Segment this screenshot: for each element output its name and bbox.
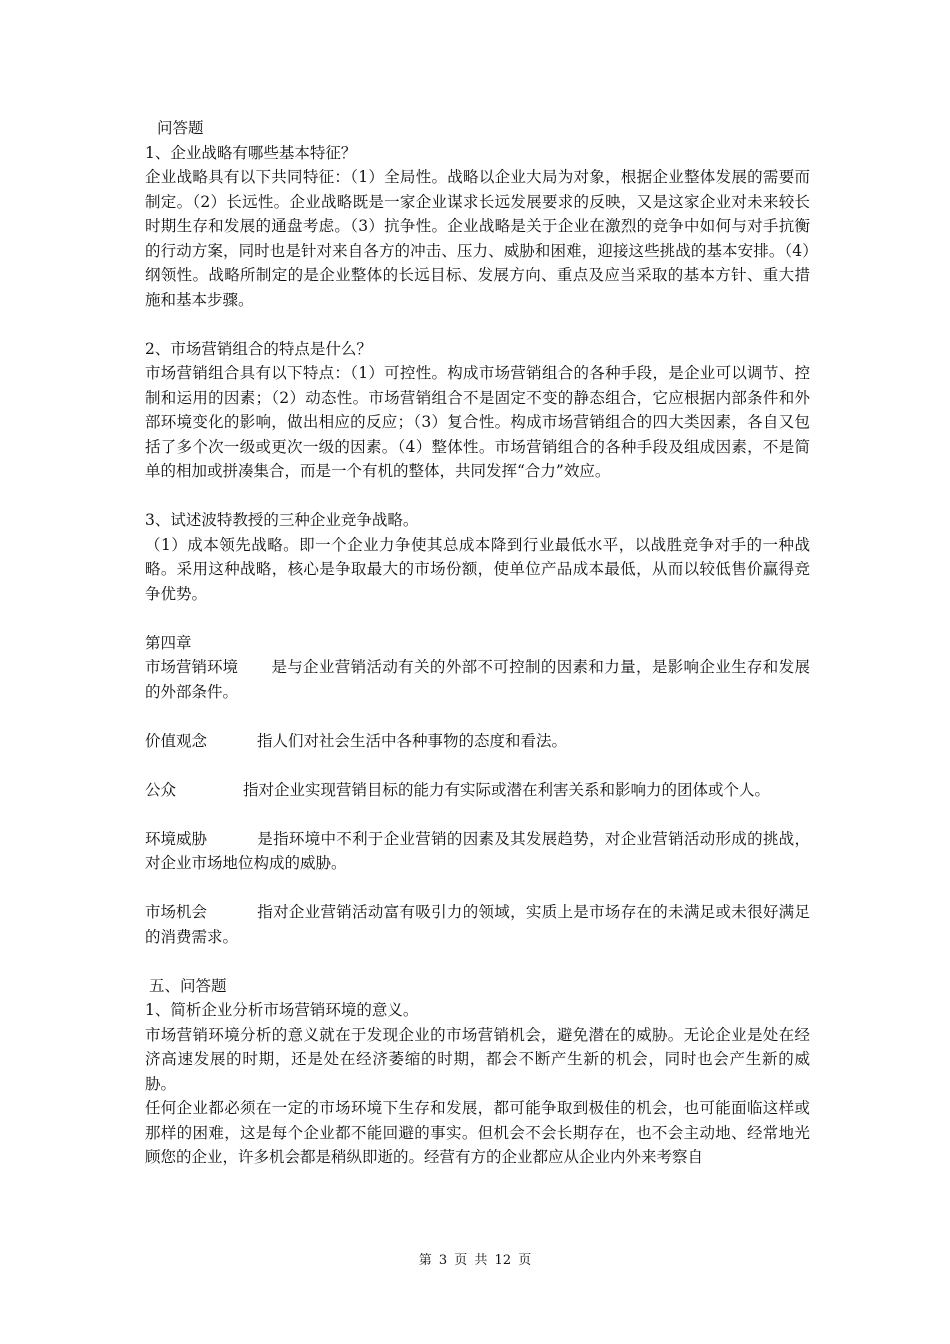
section-heading: 五、问答题 bbox=[149, 976, 227, 995]
page-content bbox=[145, 116, 810, 1170]
term-definition: 指对企业营销活动富有吸引力的领域，实质上是市场存在的未满足或未很好满足的消费需求。 bbox=[145, 903, 810, 946]
term-definition: 指人们对社会生活中各种事物的态度和看法。 bbox=[257, 731, 568, 750]
section-heading: 问答题 bbox=[157, 119, 204, 137]
term-entry bbox=[145, 900, 810, 949]
chapter-title: 第四章 bbox=[145, 633, 192, 652]
question-3: 3、试述波特教授的三种企业竞争战略。 bbox=[145, 511, 419, 529]
term-entry bbox=[145, 827, 810, 876]
question-1: 1、简析企业分析市场营销环境的意义。 bbox=[145, 1001, 419, 1019]
page-footer: 第 3 页 共 12 页 bbox=[418, 1253, 532, 1268]
answer-paragraph: 市场营销环境分析的意义就在于发现企业的市场营销机会，避免潜在的威胁。无论企业是处在经济高速发展的时期，还是处在经济萎缩的时期，都会不断产生新的机会，同时也会产生新的威胁。 bbox=[145, 1025, 810, 1093]
term-name: 价值观念 bbox=[145, 731, 208, 750]
term-definition: 是指环境中不利于企业营销的因素及其发展趋势，对企业营销活动形成的挑战，对企业市场地位构成的威胁。 bbox=[145, 829, 810, 872]
term-name: 市场机会 bbox=[145, 903, 208, 921]
term-entry bbox=[145, 729, 810, 754]
term-entry bbox=[145, 778, 810, 803]
answer-3: （1）成本领先战略。即一个企业力争使其总成本降到行业最低水平，以战胜竞争对手的一种战略。采用这种战略，核心是争取最大的市场份额，使单位产品成本最低，从而以较低售价赢得竞争优势。 bbox=[145, 535, 810, 603]
term-name: 公众 bbox=[145, 780, 177, 799]
question-2: 2、市场营销组合的特点是什么？ bbox=[145, 339, 372, 358]
answer-paragraph: 任何企业都必须在一定的市场环境下生存和发展，都可能争取到极佳的机会，也可能面临这样或那样的困难，这是每个企业都不能回避的事实。但机会不会长期存在，也不会主动地、经常地光顾您的企业，许多机会都是稍纵即逝的。经营有方的企业都应从企业内外来考察自 bbox=[145, 1099, 810, 1166]
term-entry bbox=[145, 655, 810, 704]
term-name: 环境威胁 bbox=[145, 829, 208, 848]
answer-1: 企业战略具有以下共同特征：（1）全局性。战略以企业大局为对象，根据企业整体发展的需要而制定。（2）长远性。企业战略既是一家企业谋求长远发展要求的反映，又是这家企业对未来较长时期生存和发展的通盘考虑。（3）抗争性。企业战略是关于企业在激烈的竞争中如何与对手抗衡的行动方案，同时也是针对来自各方的冲击、压力、威胁和困难，迎接这些挑战的基本安排。（4）纲领性。战略所制定的是企业整体的长远目标、发展方向、重点及应当采取的基本方针、重大措施和基本步骤。 bbox=[145, 168, 810, 309]
answer-2: 市场营销组合具有以下特点：（1）可控性。构成市场营销组合的各种手段，是企业可以调节、控制和运用的因素；（2）动态性。市场营销组合不是固定不变的静态组合，它应根据内部条件和外部环境变化的影响，做出相应的反应；（3）复合性。构成市场营销组合的四大类因素，各自又包括了多个次一级或更次一级的因素。（4）整体性。市场营销组合的各种手段及组成因素，不是简单的相加或拼凑集合，而是一个有机的整体，共同发挥“合力”效应。 bbox=[145, 364, 810, 480]
term-definition: 是与企业营销活动有关的外部不可控制的因素和力量，是影响企业生存和发展的外部条件。 bbox=[145, 658, 810, 701]
term-definition: 指对企业实现营销目标的能力有实际或潜在利害关系和影响力的团体或个人。 bbox=[243, 780, 771, 799]
question-1: 1、企业战略有哪些基本特征？ bbox=[145, 143, 357, 162]
term-name: 市场营销环境 bbox=[145, 658, 239, 676]
